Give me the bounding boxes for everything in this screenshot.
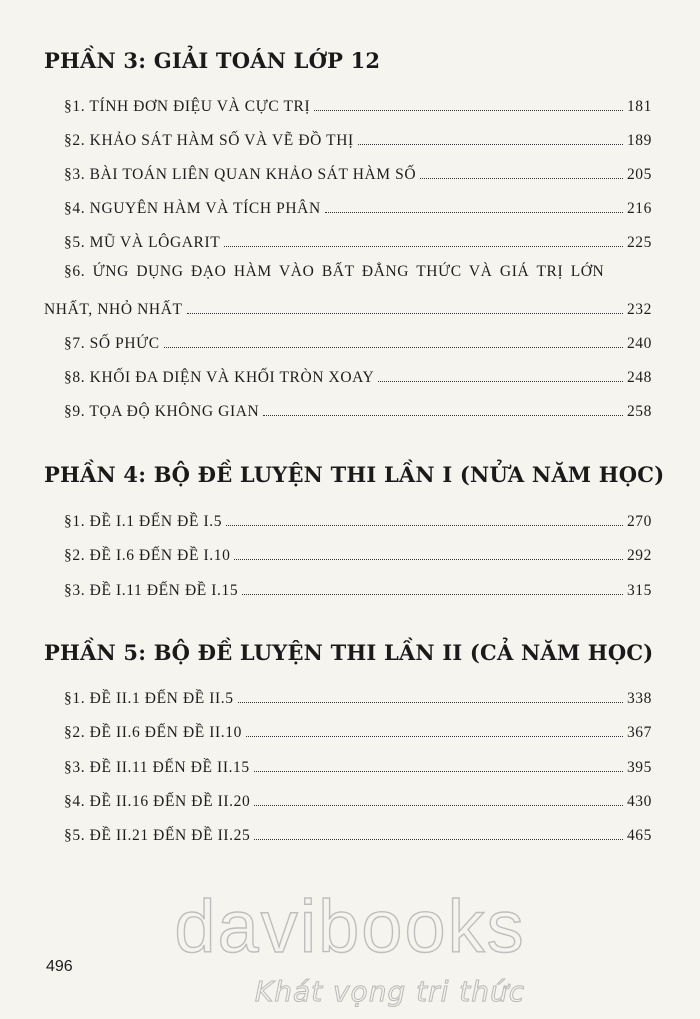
toc-entry-label: §5. ĐỀ II.21 ĐẾN ĐỀ II.25 <box>64 827 251 844</box>
toc-entry-page: 315 <box>626 582 652 599</box>
dot-leader <box>224 246 623 247</box>
toc-entry <box>64 399 652 421</box>
dot-leader <box>254 771 623 772</box>
toc-entry-label-line1: §6. ỨNG DỤNG ĐẠO HÀM VÀO BẤT ĐẲNG THỨC VÀ GIÁ TRỊ LỚN <box>64 263 605 280</box>
dot-leader <box>314 110 623 111</box>
toc-entry <box>64 823 652 845</box>
toc-entry-multiline <box>44 263 652 319</box>
toc-entry <box>64 720 652 742</box>
toc-entry-page: 465 <box>626 827 652 844</box>
dot-leader <box>164 347 623 348</box>
toc-entry <box>64 543 652 565</box>
toc-entry-page: 240 <box>626 335 652 352</box>
toc-entry-page: 367 <box>626 724 652 741</box>
toc-entry <box>64 230 652 252</box>
toc-entry-label: §7. SỐ PHỨC <box>64 335 160 352</box>
toc-entry-page: 248 <box>626 369 652 386</box>
toc-entry <box>64 789 652 811</box>
toc-entry <box>64 578 652 600</box>
toc-entry-label: §3. ĐỀ II.11 ĐẾN ĐỀ II.15 <box>64 759 250 776</box>
dot-leader <box>420 178 623 179</box>
dot-leader <box>263 415 623 416</box>
watermark-slogan: Khát vọng tri thức <box>254 975 526 1008</box>
toc-entry-label: §3. BÀI TOÁN LIÊN QUAN KHẢO SÁT HÀM SỐ <box>64 166 417 183</box>
dot-leader <box>246 736 623 737</box>
dot-leader <box>325 212 623 213</box>
toc-entry-label: §2. KHẢO SÁT HÀM SỐ VÀ VẼ ĐỒ THỊ <box>64 132 354 149</box>
toc-entry-label: §1. ĐỀ II.1 ĐẾN ĐỀ II.5 <box>64 690 234 707</box>
toc-entry-page: 225 <box>626 234 652 251</box>
dot-leader <box>254 805 623 806</box>
toc-entry-line2 <box>44 297 652 319</box>
toc-entry <box>64 128 652 150</box>
section-title-part-3: PHẦN 3: GIẢI TOÁN LỚP 12 <box>44 48 381 73</box>
toc-entry-label: §5. MŨ VÀ LÔGARIT <box>64 234 221 251</box>
toc-entry <box>64 755 652 777</box>
toc-entry-label: §2. ĐỀ I.6 ĐẾN ĐỀ I.10 <box>64 547 231 564</box>
toc-entry-label: §9. TỌA ĐỘ KHÔNG GIAN <box>64 403 260 420</box>
toc-entry <box>64 331 652 353</box>
dot-leader <box>254 839 623 840</box>
dot-leader <box>234 559 622 560</box>
toc-entry-label: §8. KHỐI ĐA DIỆN VÀ KHỐI TRÒN XOAY <box>64 369 375 386</box>
toc-entry-label-line2: NHẤT, NHỎ NHẤT <box>44 301 183 318</box>
watermark-brand: davibooks <box>174 885 526 968</box>
toc-entry-page: 189 <box>626 132 652 149</box>
dot-leader <box>238 702 623 703</box>
toc-entry-page: 395 <box>626 759 652 776</box>
toc-entry-label: §1. ĐỀ I.1 ĐẾN ĐỀ I.5 <box>64 513 223 530</box>
toc-entry-label: §3. ĐỀ I.11 ĐẾN ĐỀ I.15 <box>64 582 239 599</box>
toc-entry <box>64 162 652 184</box>
dot-leader <box>358 144 623 145</box>
toc-entry-page: 430 <box>626 793 652 810</box>
toc-entry-page: 232 <box>626 301 652 318</box>
toc-entry <box>64 686 652 708</box>
toc-entry-page: 292 <box>626 547 652 564</box>
section-title-part-4: PHẦN 4: BỘ ĐỀ LUYỆN THI LẦN I (NỬA NĂM HỌC) <box>44 462 665 487</box>
toc-entry-page: 181 <box>626 98 652 115</box>
dot-leader <box>187 313 623 314</box>
toc-entry <box>64 94 652 116</box>
section-title-part-5: PHẦN 5: BỘ ĐỀ LUYỆN THI LẦN II (CẢ NĂM HỌC) <box>44 640 654 665</box>
toc-entry-label: §1. TÍNH ĐƠN ĐIỆU VÀ CỰC TRỊ <box>64 98 311 115</box>
toc-entry-page: 216 <box>626 200 652 217</box>
toc-entry <box>64 365 652 387</box>
dot-leader <box>242 594 623 595</box>
toc-entry-page: 270 <box>626 513 652 530</box>
toc-entry <box>64 196 652 218</box>
dot-leader <box>226 525 623 526</box>
toc-entry <box>64 509 652 531</box>
dot-leader <box>378 381 623 382</box>
toc-entry-label: §4. ĐỀ II.16 ĐẾN ĐỀ II.20 <box>64 793 251 810</box>
toc-entry-label: §2. ĐỀ II.6 ĐẾN ĐỀ II.10 <box>64 724 242 741</box>
toc-entry-page: 205 <box>626 166 652 183</box>
toc-entry-page: 338 <box>626 690 652 707</box>
page-number: 496 <box>46 958 73 975</box>
toc-entry-page: 258 <box>626 403 652 420</box>
toc-entry-label: §4. NGUYÊN HÀM VÀ TÍCH PHÂN <box>64 200 321 217</box>
